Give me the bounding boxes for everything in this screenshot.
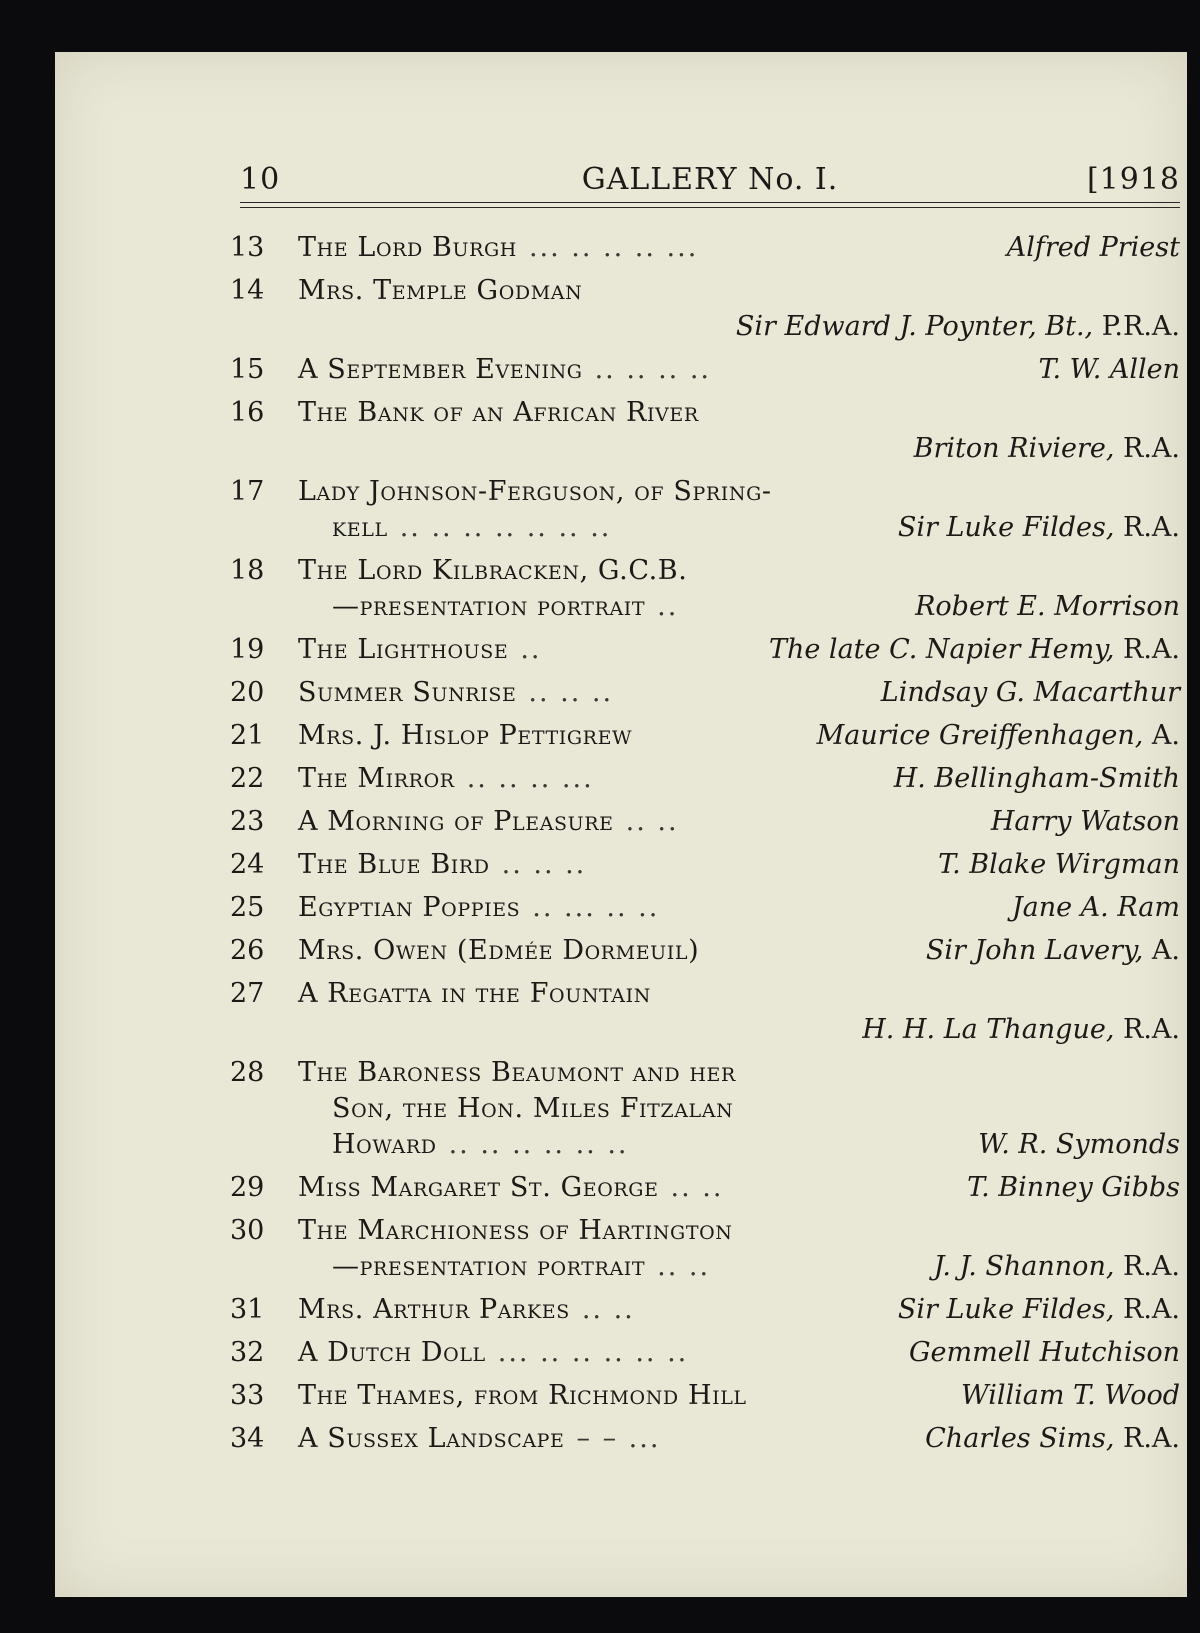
- artwork-title: Mrs. Owen (Edmée Dormeuil): [298, 935, 700, 966]
- catalogue-entry: [230, 718, 1180, 754]
- leader-dots: .. .. .. ..: [594, 354, 712, 385]
- artist-name-text: W. R. Symonds: [978, 1129, 1180, 1160]
- catalogue-entry: [230, 1170, 1180, 1206]
- artist-name-text: The late C. Napier Hemy,: [768, 634, 1115, 665]
- artwork-title: —presentation portrait: [332, 591, 646, 622]
- artist-honours: R.A.: [1114, 433, 1180, 464]
- entry-number: 33: [230, 1380, 265, 1411]
- artwork-title: The Blue Bird: [298, 849, 490, 880]
- page-number: 10: [240, 162, 281, 197]
- artist-name: [769, 632, 1180, 668]
- artist-name-text: Sir Luke Fildes,: [897, 1294, 1115, 1325]
- entry-number: 34: [230, 1423, 265, 1454]
- artwork-title: The Lighthouse: [298, 634, 509, 665]
- artwork-title: The Lord Burgh: [298, 232, 517, 263]
- artist-name-text: Charles Sims,: [925, 1423, 1115, 1454]
- leader-dots: .. ..: [670, 1172, 724, 1203]
- entry-line: [298, 976, 1180, 1012]
- artist-honours: A.: [1143, 720, 1180, 751]
- entry-line: [298, 1170, 1180, 1206]
- leader-dots: ... .. .. .. .. ..: [497, 1337, 689, 1368]
- catalogue-entry: [230, 761, 1180, 797]
- artist-name: [894, 761, 1180, 797]
- entry-line: [298, 589, 1180, 625]
- entry-number: 22: [230, 763, 265, 794]
- entry-number: 32: [230, 1337, 265, 1368]
- artist-name: [862, 1012, 1180, 1048]
- artist-honours: P.R.A.: [1093, 311, 1180, 342]
- artist-name-text: Sir John Lavery,: [925, 935, 1144, 966]
- entry-number: 27: [230, 978, 265, 1009]
- leader-dots: ... .. .. .. ...: [528, 232, 699, 263]
- entry-line: [298, 510, 1180, 546]
- entry-number: 26: [230, 935, 265, 966]
- entry-number: 16: [230, 397, 265, 428]
- catalogue-entry: [230, 1335, 1180, 1371]
- catalogue-entry: [230, 1213, 1180, 1285]
- artist-name-text: Lindsay G. Macarthur: [880, 677, 1180, 708]
- artist-honours: R.A.: [1114, 1294, 1180, 1325]
- entry-line: [298, 230, 1180, 266]
- artist-honours: R.A.: [1114, 1423, 1180, 1454]
- entry-line: [298, 474, 1180, 510]
- artwork-title: Son, the Hon. Miles Fitzalan: [332, 1093, 734, 1124]
- entry-number: 30: [230, 1215, 265, 1246]
- entry-line: [298, 1249, 1180, 1285]
- catalogue-entry: [230, 976, 1180, 1048]
- artist-name-text: H. Bellingham-Smith: [893, 763, 1180, 794]
- entry-number: 15: [230, 354, 265, 385]
- leader-dots: .. ..: [625, 806, 679, 837]
- artist-name: [938, 847, 1180, 883]
- entry-number: 23: [230, 806, 265, 837]
- artist-name: [934, 1249, 1180, 1285]
- artist-name: [1038, 352, 1180, 388]
- leader-dots: ..: [520, 634, 542, 665]
- artwork-title: A Regatta in the Fountain: [298, 978, 651, 1009]
- artist-name-text: T. W. Allen: [1038, 354, 1180, 385]
- artist-name: [898, 510, 1180, 546]
- artwork-title: Howard: [332, 1129, 437, 1160]
- catalogue-page: [55, 52, 1187, 1597]
- entry-number: 25: [230, 892, 265, 923]
- entry-line: [298, 1421, 1180, 1457]
- entry-number: 19: [230, 634, 265, 665]
- artist-name-text: Sir Edward J. Poynter, Bt.,: [735, 311, 1094, 342]
- artwork-title: Mrs. Temple Godman: [298, 275, 583, 306]
- artist-name: [1012, 890, 1180, 926]
- catalogue-entry: [230, 395, 1180, 467]
- artist-name-text: J. J. Shannon,: [933, 1251, 1115, 1282]
- catalogue-entry: [230, 273, 1180, 345]
- catalogue-entry: [230, 1292, 1180, 1328]
- entry-number: 14: [230, 275, 265, 306]
- artist-name: [898, 1292, 1180, 1328]
- header-rule-bottom: [240, 207, 1180, 208]
- entry-line: [298, 933, 1180, 969]
- entry-line: [298, 352, 1180, 388]
- artist-name-text: H. H. La Thangue,: [862, 1014, 1115, 1045]
- catalogue-entry: [230, 847, 1180, 883]
- artist-name: [925, 1421, 1180, 1457]
- leader-dots: .. .. .. .. .. .. ..: [399, 512, 612, 543]
- entry-number: 29: [230, 1172, 265, 1203]
- artwork-title: kell: [332, 512, 388, 543]
- entry-line: [298, 309, 1180, 345]
- leader-dots: .. ..: [657, 1251, 711, 1282]
- artwork-title: Miss Margaret St. George: [298, 1172, 659, 1203]
- artwork-title: Egyptian Poppies: [298, 892, 521, 923]
- entry-line: [298, 675, 1180, 711]
- catalogue-entry: [230, 632, 1180, 668]
- catalogue-entry: [230, 230, 1180, 266]
- entry-line: [298, 1055, 1180, 1091]
- artist-name: [961, 1378, 1180, 1414]
- artist-name: [991, 804, 1180, 840]
- leader-dots: – – ...: [576, 1423, 661, 1454]
- leader-dots: .. .. ..: [501, 849, 587, 880]
- entry-line: [298, 718, 1180, 754]
- catalogue-entry: [230, 474, 1180, 546]
- artwork-title: A September Evening: [298, 354, 583, 385]
- entry-number: 31: [230, 1294, 265, 1325]
- artwork-title: A Morning of Pleasure: [298, 806, 614, 837]
- artist-name: [909, 1335, 1180, 1371]
- entry-line: [298, 395, 1180, 431]
- artwork-title: Mrs. J. Hislop Pettigrew: [298, 720, 633, 751]
- entry-line: [298, 1378, 1180, 1414]
- artist-name-text: Maurice Greiffenhagen,: [816, 720, 1144, 751]
- artist-name: [978, 1127, 1180, 1163]
- artist-honours: A.: [1143, 935, 1180, 966]
- artist-name-text: Briton Riviere,: [913, 433, 1115, 464]
- entry-line: [298, 1335, 1180, 1371]
- artist-name-text: Robert E. Morrison: [915, 591, 1180, 622]
- entry-number: 17: [230, 476, 265, 507]
- artist-name: [915, 589, 1180, 625]
- artist-name-text: Harry Watson: [990, 806, 1180, 837]
- leader-dots: .. ..: [581, 1294, 635, 1325]
- entry-line: [298, 632, 1180, 668]
- artist-name-text: Gemmell Hutchison: [908, 1337, 1180, 1368]
- entry-line: [298, 431, 1180, 467]
- entry-line: [298, 847, 1180, 883]
- artist-name-text: William T. Wood: [960, 1380, 1180, 1411]
- entry-number: 28: [230, 1057, 265, 1088]
- entry-line: [298, 1292, 1180, 1328]
- artwork-title: The Lord Kilbracken, G.C.B.: [298, 555, 688, 586]
- entry-line: [298, 553, 1180, 589]
- catalogue-entry: [230, 553, 1180, 625]
- artist-name: [914, 431, 1180, 467]
- artist-honours: R.A.: [1114, 634, 1180, 665]
- catalogue-entry: [230, 675, 1180, 711]
- artist-name: [736, 309, 1180, 345]
- artist-name-text: Jane A. Ram: [1011, 892, 1180, 923]
- leader-dots: .. .. .. .. .. ..: [448, 1129, 629, 1160]
- artist-honours: R.A.: [1114, 1014, 1180, 1045]
- page-title: GALLERY No. I.: [581, 162, 839, 197]
- artist-name: [967, 1170, 1180, 1206]
- artwork-title: The Mirror: [298, 763, 455, 794]
- leader-dots: .. .. .. ...: [466, 763, 594, 794]
- artist-honours: R.A.: [1114, 512, 1180, 543]
- leader-dots: ..: [657, 591, 679, 622]
- artist-name-text: T. Binney Gibbs: [967, 1172, 1180, 1203]
- entry-line: [298, 761, 1180, 797]
- artist-name: [1007, 230, 1180, 266]
- entry-line: [298, 1127, 1180, 1163]
- artist-name: [817, 718, 1180, 754]
- entry-line: [298, 890, 1180, 926]
- catalogue-entry: [230, 933, 1180, 969]
- artist-name-text: T. Blake Wirgman: [938, 849, 1180, 880]
- artist-name-text: Alfred Priest: [1006, 232, 1180, 263]
- catalogue-entry: [230, 352, 1180, 388]
- entry-number: 21: [230, 720, 265, 751]
- entry-number: 18: [230, 555, 265, 586]
- entry-number: 24: [230, 849, 265, 880]
- entry-line: [298, 1012, 1180, 1048]
- catalogue-entry: [230, 1055, 1180, 1163]
- artwork-title: —presentation portrait: [332, 1251, 646, 1282]
- entry-number: 13: [230, 232, 265, 263]
- artist-name: [881, 675, 1180, 711]
- artist-honours: R.A.: [1114, 1251, 1180, 1282]
- entry-number: 20: [230, 677, 265, 708]
- artwork-title: Lady Johnson-Ferguson, of Spring-: [298, 476, 772, 507]
- artwork-title: A Dutch Doll: [298, 1337, 486, 1368]
- entry-line: [298, 1213, 1180, 1249]
- artwork-title: The Baroness Beaumont and her: [298, 1057, 736, 1088]
- catalogue-entry: [230, 1378, 1180, 1414]
- artwork-title: The Bank of an African River: [298, 397, 699, 428]
- entry-line: [298, 804, 1180, 840]
- entry-line: [298, 273, 1180, 309]
- catalogue-entry: [230, 804, 1180, 840]
- header-rule-top: [240, 202, 1180, 203]
- artwork-title: A Sussex Landscape: [298, 1423, 565, 1454]
- entry-line: [298, 1091, 1180, 1127]
- artwork-title: Summer Sunrise: [298, 677, 517, 708]
- catalogue-entry: [230, 890, 1180, 926]
- leader-dots: .. .. ..: [528, 677, 614, 708]
- year-label: [1918: [1086, 162, 1180, 197]
- catalogue-list: [230, 230, 1180, 1464]
- artwork-title: Mrs. Arthur Parkes: [298, 1294, 570, 1325]
- artwork-title: The Marchioness of Hartington: [298, 1215, 733, 1246]
- artist-name-text: Sir Luke Fildes,: [897, 512, 1115, 543]
- artist-name: [926, 933, 1180, 969]
- artwork-title: The Thames, from Richmond Hill: [298, 1380, 747, 1411]
- catalogue-entry: [230, 1421, 1180, 1457]
- leader-dots: .. ... .. ..: [532, 892, 660, 923]
